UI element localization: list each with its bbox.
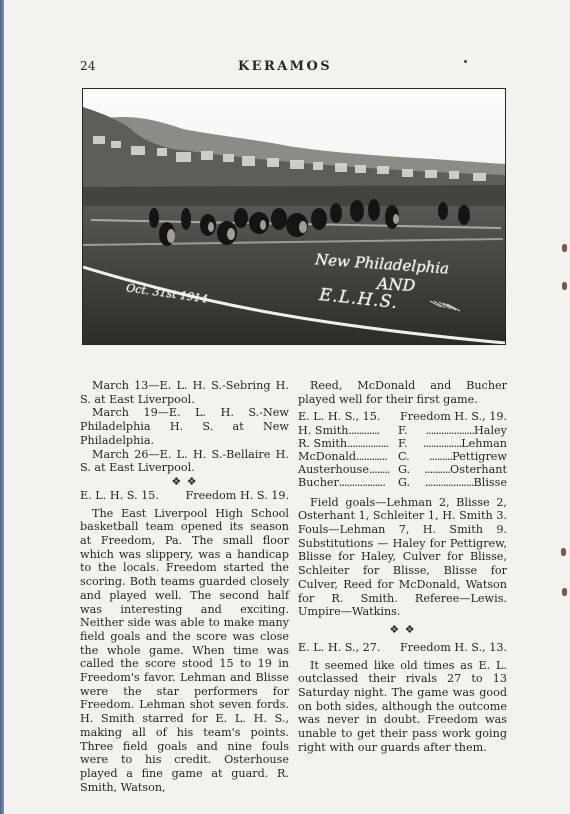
photo-caption-elhs: E.L.H.S. — [318, 284, 400, 314]
lineup-row — [298, 463, 507, 476]
report-continuation: Reed, McDonald and Bucher played well for their first game. — [298, 379, 507, 406]
second-home-score: E. L. H. S., 27. — [298, 640, 381, 654]
photo-caption-and: AND — [376, 274, 416, 295]
second-game-report: It seemed like old times as E. L. outclassed their rivals 27 to 13 Saturday night. The game was good on both sides, although the outcome was never in doubt. Freedom was unable to get their pass work going right with our guards after them. — [298, 658, 507, 754]
running-head: KERAMOS — [237, 59, 332, 74]
lineup-home-player: R. Smith — [298, 437, 348, 451]
section-divider: ❖ ❖ — [171, 474, 198, 488]
schedule-item-march-13: March 13—E. L. H. S.-Sebring H. S. at East Liverpool. — [80, 379, 289, 406]
lineup-away-player: Osterhant — [450, 463, 507, 477]
lineup-away-player: Haley — [474, 424, 507, 438]
lineup-home-player: Bucher — [298, 476, 339, 490]
lineup-home-player: H. Smith — [298, 424, 349, 438]
lineup-position: F. — [398, 437, 408, 451]
lineup-home-score: E. L. H. S., 15. — [298, 410, 381, 424]
home-score: E. L. H. S. 15. — [80, 488, 159, 502]
print-speck — [464, 60, 467, 63]
second-game-score-heading — [298, 641, 507, 655]
lineup-position: G. — [398, 476, 411, 490]
lineup-leader-dots: ................... — [425, 424, 475, 438]
section-divider: ❖ ❖ — [389, 622, 416, 636]
lineup-away-player: Pettigrew — [452, 450, 507, 464]
photo-caption-date: Oct. 31st 1914 — [125, 281, 209, 306]
lineup-leader-dots: ................ — [347, 437, 388, 451]
lineup-table — [298, 424, 507, 489]
game-score-heading — [80, 489, 289, 503]
right-column — [298, 379, 507, 755]
lineup-leader-dots: ............ — [348, 424, 380, 438]
lineup-leader-dots: ............... — [422, 437, 462, 451]
lineup-home-player: Austerhouse — [298, 463, 369, 477]
lineup-home-player: McDonald — [298, 450, 357, 464]
schedule-item-march-19: March 19—E. L. H. S.-New Philadelphia H. S. at New Philadelphia. — [80, 406, 289, 447]
lineup-leader-dots: .................. — [338, 476, 385, 490]
lineup-position: G. — [398, 463, 411, 477]
game-report: The East Liverpool High School basketball team opened its season at Freedom, Pa. The small floor which was slippery, was a handicap to the locals. Freedom started the scoring. Both teams guarded closely and played well. The second half was interesting and exciting. Neither side was able to make many field goals and the score was close the whole game. When time was called the score stood 15 to 19 in Freedom's favor. Lehman and Blisse were the star performers for Freedom. Lehman shot seven fords. H. Smith starred for E. L. H. S., making all of his team's points. Three field goals and nine fouls were to his credit. Osterhouse played a fine game at guard. R. Smith, Watson, — [80, 506, 289, 794]
football-field-scene-image — [83, 89, 505, 344]
photo-caption-new-philadelphia: New Philadelphia — [314, 250, 450, 278]
lineup-row — [298, 424, 507, 437]
lineup-position: F. — [398, 424, 408, 438]
lineup-leader-dots: .......... — [424, 463, 451, 477]
away-score: Freedom H. S. 19. — [185, 488, 289, 502]
page-number: 24 — [80, 59, 96, 73]
lineup-row — [298, 437, 507, 450]
lineup-leader-dots: ................... — [424, 476, 474, 490]
margin-stain — [562, 282, 567, 290]
schedule-item-march-26: March 26—E. L. H. S.-Bellaire H. S. at East Liverpool. — [80, 447, 289, 475]
game-summary: Field goals—Lehman 2, Blisse 2, Osterhant 1, Schleiter 1, H. Smith 3. Fouls—Lehman 7, H. Smith 9. Substitutions — Haley for Pettigrew, Blisse for Haley, Culver for Blisse, Schleiter for Blisse, Blisse for Culver, Reed for McDonald, Watson for R. Smith. Referee—Lewis. Umpire—Watkins. — [298, 495, 507, 619]
lineup-leader-dots: ......... — [429, 450, 453, 464]
lineup-leader-dots: ............ — [356, 450, 387, 464]
margin-stain — [562, 244, 567, 252]
margin-stain — [561, 548, 566, 556]
lineup-row — [298, 476, 507, 489]
lineup-score-heading — [298, 410, 507, 424]
book-binding-edge — [0, 0, 4, 814]
lineup-away-player: Lehman — [461, 437, 507, 451]
lineup-position: C. — [398, 450, 410, 464]
lineup-leader-dots: ........ — [369, 463, 390, 477]
lineup-away-score: Freedom H. S., 19. — [399, 410, 507, 424]
left-column — [80, 379, 289, 794]
football-game-photo — [82, 88, 506, 345]
lineup-away-player: Blisse — [473, 476, 507, 490]
lineup-row — [298, 450, 507, 463]
margin-stain — [562, 588, 567, 596]
second-away-score: Freedom H. S., 13. — [399, 640, 507, 654]
